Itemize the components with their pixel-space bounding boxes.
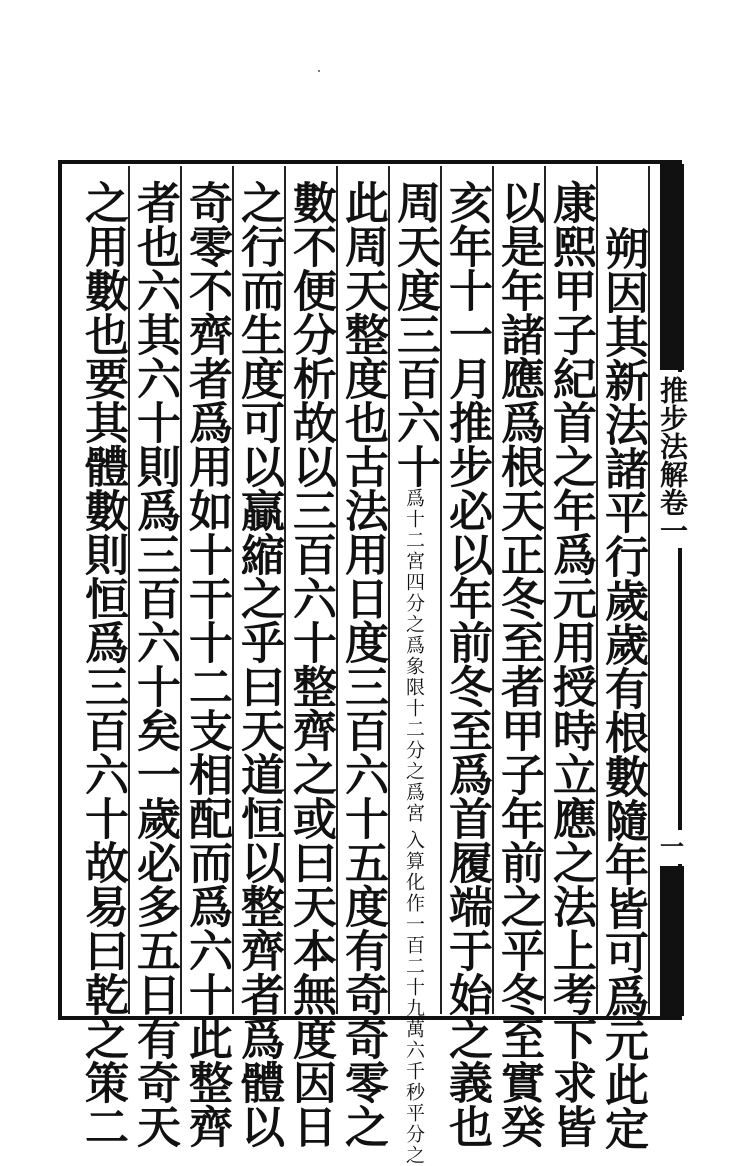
page-number: 一 (660, 830, 684, 864)
fore-edge-bar-top (660, 164, 684, 370)
running-title: 推步法解卷一 (660, 372, 684, 548)
text-column-1: 朔因其新法諸平行歲歲有根數隨年皆可爲元此定 (597, 226, 648, 1150)
paper-speck (318, 70, 320, 72)
text-column-4: 亥年十一月推步必以年前冬至爲首履端于始之義也 (441, 180, 492, 1148)
fore-edge-bar-bottom (660, 866, 684, 1016)
note-line-left: 爲十二宮四分之爲象限十二分之爲宮 (403, 488, 425, 824)
text-column-11: 之用數也要其體數則恒爲三百六十故易曰乾之策二 (77, 180, 128, 1148)
text-column-2: 康熙甲子紀首之年爲元用授時立應之法上考下求皆 (545, 180, 596, 1148)
note-line-right: 入算化作一百二十九萬六千秒平分之 (403, 830, 425, 1166)
interlinear-note (404, 488, 423, 1166)
text-column-9: 奇零不齊者爲用如十干十二支相配而爲六十此整齊 (181, 180, 232, 1148)
column-main-text: 周天度三百六十 (389, 180, 440, 488)
column-rule (648, 166, 650, 1014)
text-column-5 (389, 180, 440, 1166)
text-column-10: 者也六其六十則爲三百六十矣一歲必多五日有奇天 (129, 180, 180, 1148)
text-column-8: 之行而生度可以贏縮之乎曰天道恒以整齊者爲體以 (233, 180, 284, 1148)
text-column-6: 此周天整度也古法用日度三百六十五度有奇奇零之 (337, 180, 388, 1148)
text-column-7: 數不便分析故以三百六十整齊之或曰天本無度因日 (285, 180, 336, 1148)
text-column-3: 以是年諸應爲根天正冬至者甲子年前之平冬至實癸 (493, 180, 544, 1148)
